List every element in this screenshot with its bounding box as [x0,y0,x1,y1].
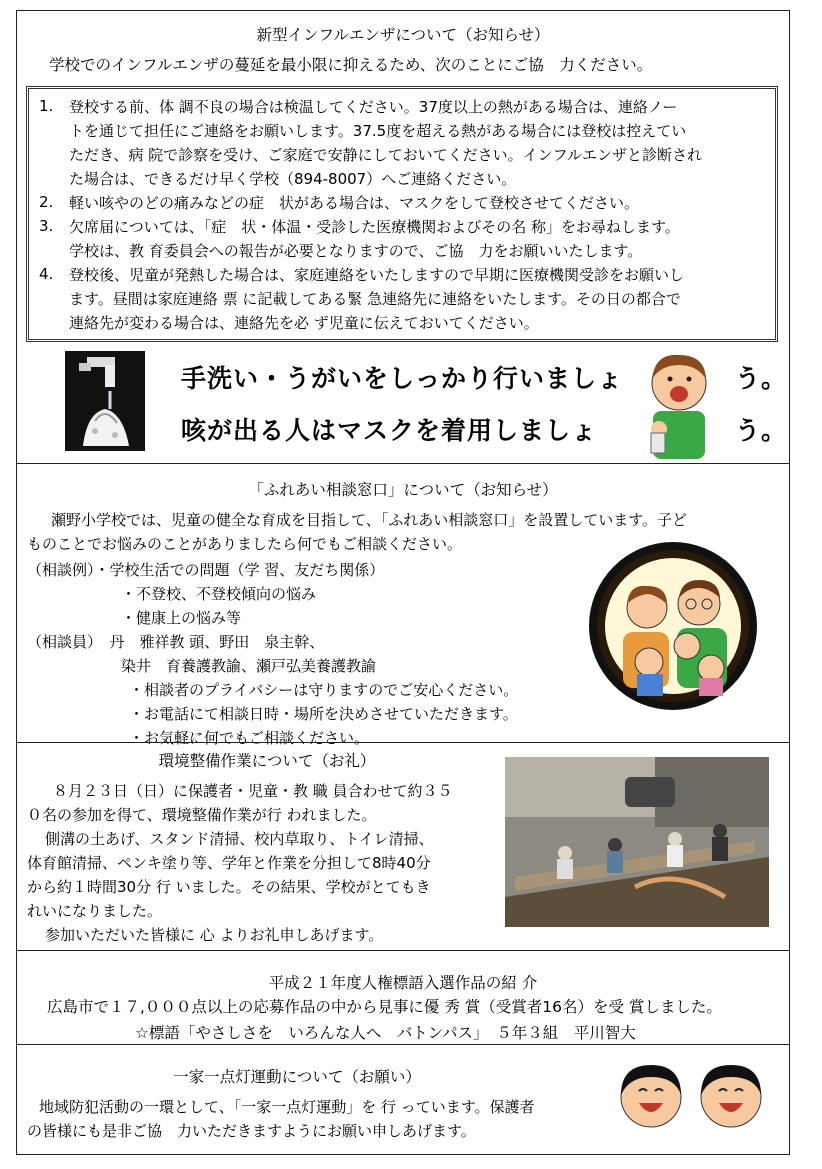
slogan-mask-end: う。 [735,416,788,445]
item-number: 4. [39,265,54,283]
human-rights-award: 広島市で１７,０００点以上の応募作品の中から見事に優 秀 賞（受賞者16名）を受 賞しました。 [47,998,722,1016]
light-campaign-section [17,1044,789,1156]
item-line: 欠席届については、「症 状・体温・受診した医療機関およびその名 称」をお尋ねします。 [69,218,680,236]
consult-staff: 染井 育養護教諭、瀬戸弘美養護教諭 [121,657,377,675]
item-number: 3. [39,217,54,235]
flu-rules-box [26,86,778,342]
consult-example: ・健康上の悩み等 [121,609,242,627]
slogan-mask: 咳が出る人はマスクを着用しましょ [181,416,598,445]
consult-note: ・お電話にて相談日時・場所を決めさせていただきます。 [129,705,518,723]
item-line: 学校は、教 育委員会への報告が必要となりますので、ご協 力をお願いいたします。 [69,242,643,260]
flu-intro: 学校でのインフルエンザの蔓延を最小限に抑えるため、次のことにご協 力ください。 [49,56,653,74]
item-number: 2. [39,193,54,211]
flu-section [17,11,789,463]
flu-title: 新型インフルエンザについて（お知らせ） [256,26,550,44]
consult-note: ・相談者のプライバシーは守りますのでご安心ください。 [129,681,519,699]
smiling-children-illustration [615,1061,769,1131]
env-line: 体育館清掃、ペンキ塗り等、学年と作業を分担して8時40分 [27,854,431,872]
consult-line: ものことでお悩みのことがありましたら何でもご相談ください。 [27,535,463,553]
light-line: 地域防犯活動の一環として、「一家一点灯運動」を 行 っています。保護者 [39,1098,535,1116]
consult-section [17,463,789,747]
env-line: 参加いただいた皆様に 心 よりお礼申しあげます。 [45,926,384,944]
env-line: れいになりました。 [27,902,163,920]
human-rights-section [17,950,789,1044]
item-line: た場合は、できるだけ早く学校（894-8007）へご連絡ください。 [69,170,517,188]
item-line: 登校する前、体 調不良の場合は検温してください。37度以上の熱がある場合は、連絡ノー [69,98,678,116]
item-line: ただき、病 院で診察を受け、ご家庭で安静にしておいてください。インフルエンザと診断され [69,146,702,164]
env-line: 側溝の土あげ、スタンド清掃、校内草取り、トイレ清掃、 [45,830,434,848]
human-rights-slogan: ☆標語「やさしさを いろんな人へ バトンパス」 ５年３組 平川智大 [135,1024,636,1042]
consult-example: （相談例）・学校生活での問題（学 習、友だち関係） [27,561,385,579]
consult-staff: （相談員） 丹 雅祥教 頭、野田 泉主幹、 [27,633,325,651]
newsletter-page [16,10,790,1155]
slogan-handwash-end: う。 [735,364,788,393]
light-title: 一家一点灯運動について（お願い） [173,1068,421,1086]
consult-note: ・お気軽に何でもご相談ください。 [129,729,370,747]
item-line: 連絡先が変わる場合は、連絡先を必 ず児童に伝えておいてください。 [69,314,539,332]
env-title: 環境整備作業について（お礼） [158,752,376,770]
family-illustration [589,542,757,710]
env-line: から約１時間30分 行 いました。その結果、学校がとてもき [27,878,431,896]
item-line: 軽い咳やのどの痛みなどの症 状がある場合は、マスクをして登校させてください。 [69,194,640,212]
hand-washing-illustration [65,351,145,451]
env-line: ０名の参加を得て、環境整備作業が行 われました。 [27,806,377,824]
item-line: トを通じて担任にご連絡をお願いします。37.5度を超える熱がある場合には登校は控えてい [69,122,687,140]
consult-title: 「ふれあい相談窓口」について（お知らせ） [248,481,558,499]
light-line: の皆様にも是非ご協 力いただきますようにお願い申しあげます。 [27,1122,476,1140]
consult-line: 瀬野小学校では、児童の健全な育成を目指して、「ふれあい相談窓口」を設置しています。子ど [51,511,688,529]
human-rights-title: 平成２１年度人権標語入選作品の紹 介 [268,974,538,992]
consult-example: ・不登校、不登校傾向の悩み [121,585,317,603]
environment-work-photo [505,757,769,927]
item-line: 登校後、児童が発熱した場合は、家庭連絡をいたしますので早期に医療機関受診をお願いし [69,266,685,284]
item-number: 1. [39,97,54,115]
env-line: ８月２３日（日）に保護者・児童・教 職 員合わせて約３５ [53,782,453,800]
slogan-handwash: 手洗い・うがいをしっかり行いましょ [181,364,624,393]
environment-section [17,742,789,950]
item-line: ます。昼間は家庭連絡 票 に記載してある緊 急連絡先に連絡をいたします。その日の都合で [69,290,681,308]
coughing-child-illustration [639,349,719,459]
